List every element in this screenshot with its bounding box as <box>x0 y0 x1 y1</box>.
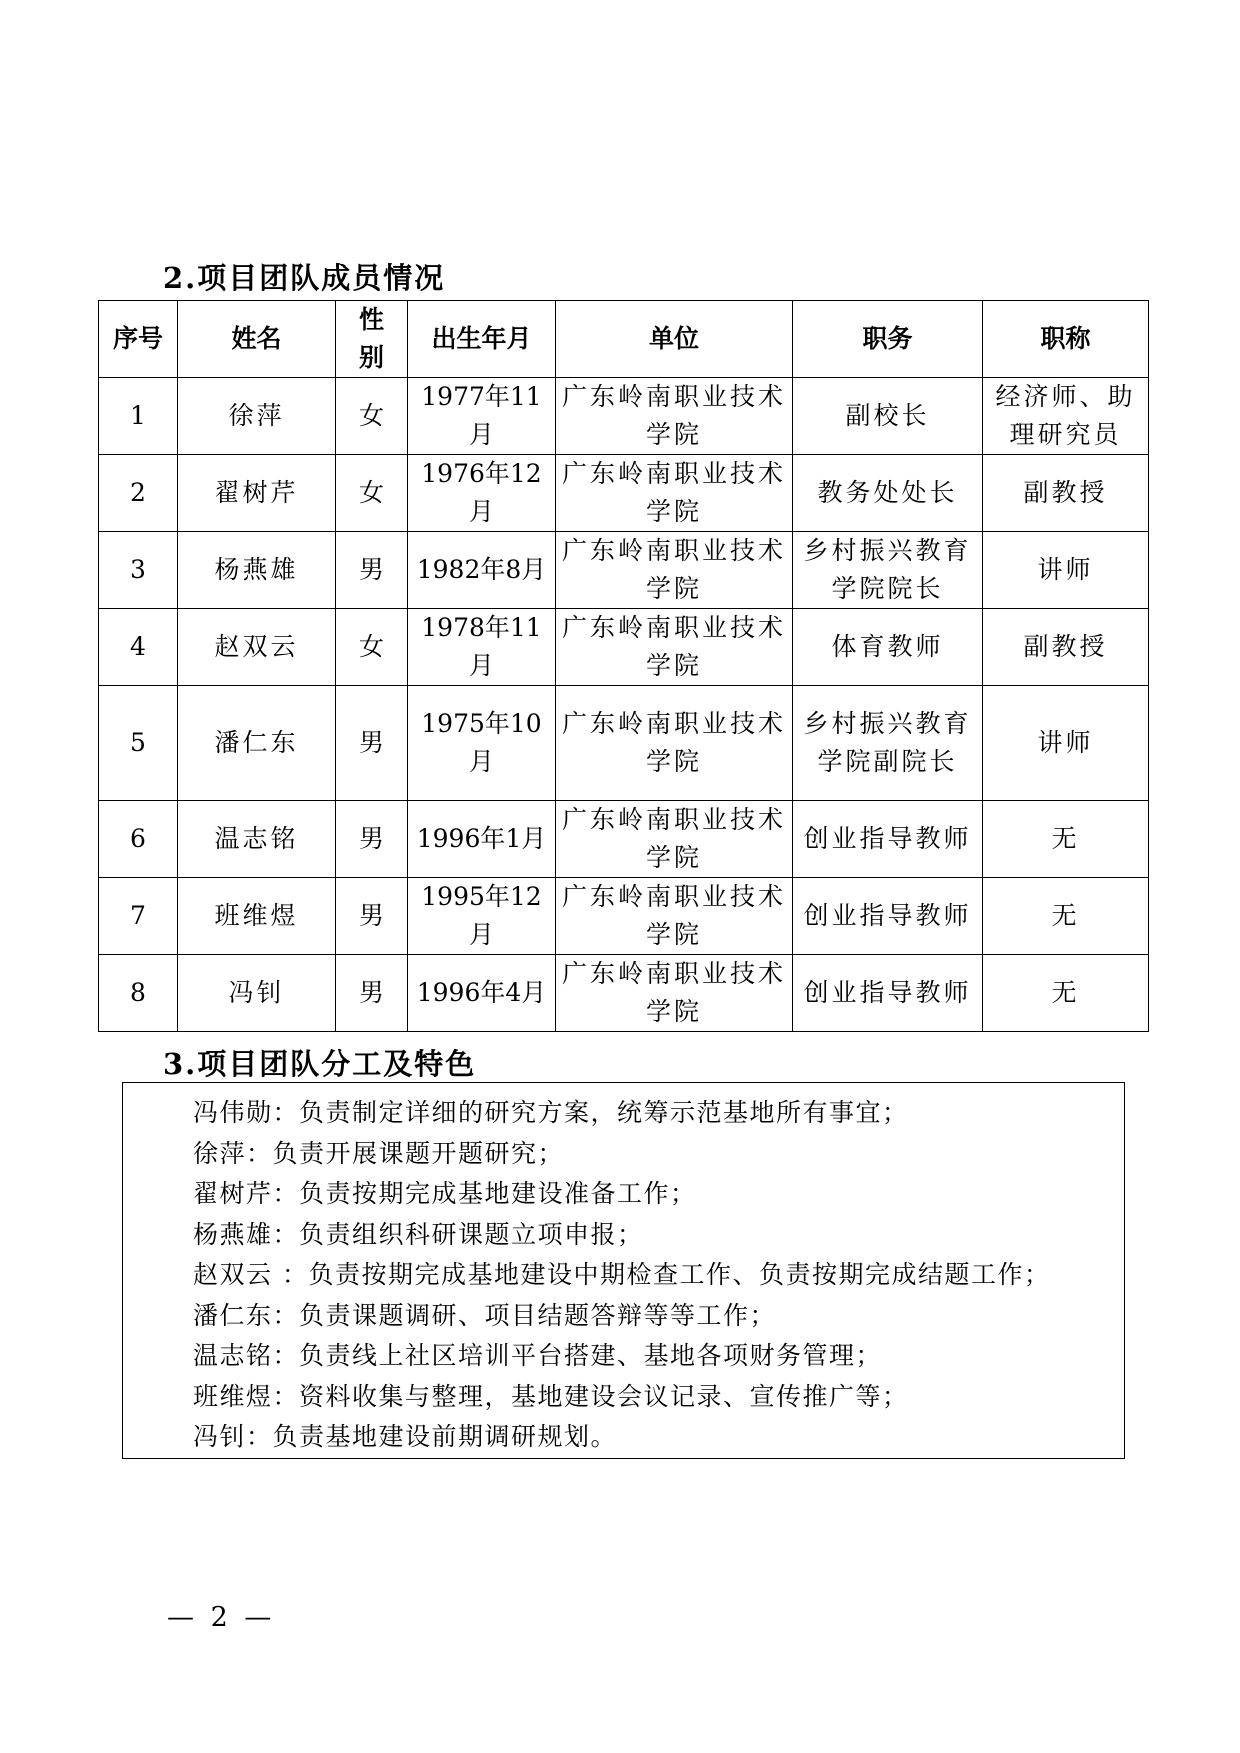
cell-duty: 乡村振兴教育学院院长 <box>793 532 983 609</box>
cell-birth: 1976年12月 <box>408 455 556 532</box>
header-sex-line2: 别 <box>358 343 384 372</box>
cell-title: 副教授 <box>983 609 1149 686</box>
cell-seq: 5 <box>99 686 178 801</box>
header-duty: 职务 <box>793 301 983 378</box>
cell-name: 班维煜 <box>178 878 336 955</box>
cell-title: 无 <box>983 955 1149 1032</box>
table-row <box>99 878 1149 955</box>
cell-seq: 4 <box>99 609 178 686</box>
cell-duty: 创业指导教师 <box>793 878 983 955</box>
cell-name: 冯钊 <box>178 955 336 1032</box>
cell-name: 温志铭 <box>178 801 336 878</box>
cell-duty: 副校长 <box>793 378 983 455</box>
page-number: — 2 — <box>167 1602 276 1633</box>
cell-name: 翟树芹 <box>178 455 336 532</box>
cell-birth: 1996年4月 <box>408 955 556 1032</box>
cell-title: 无 <box>983 878 1149 955</box>
header-title: 职称 <box>983 301 1149 378</box>
duty-line: 班维煜：资料收集与整理，基地建设会议记录、宣传推广等； <box>193 1381 909 1411</box>
cell-birth: 1978年11月 <box>408 609 556 686</box>
cell-sex: 男 <box>336 532 408 609</box>
header-unit: 单位 <box>556 301 793 378</box>
header-birth: 出生年月 <box>408 301 556 378</box>
cell-seq: 1 <box>99 378 178 455</box>
section-2-title: 2.项目团队成员情况 <box>163 261 446 295</box>
table-header-row <box>99 301 1149 378</box>
header-name: 姓名 <box>178 301 336 378</box>
team-members-table <box>98 300 1149 1032</box>
cell-unit: 广东岭南职业技术学院 <box>556 878 793 955</box>
header-seq: 序号 <box>99 301 178 378</box>
cell-sex: 男 <box>336 878 408 955</box>
table-row <box>99 801 1149 878</box>
cell-duty: 教务处处长 <box>793 455 983 532</box>
cell-birth: 1977年11月 <box>408 378 556 455</box>
cell-name: 杨燕雄 <box>178 532 336 609</box>
cell-unit: 广东岭南职业技术学院 <box>556 378 793 455</box>
section-3-title: 3.项目团队分工及特色 <box>163 1047 477 1081</box>
table-row <box>99 532 1149 609</box>
duty-line: 冯伟勋：负责制定详细的研究方案，统筹示范基地所有事宜； <box>193 1098 909 1127</box>
cell-duty: 乡村振兴教育学院副院长 <box>793 686 983 801</box>
cell-name: 徐萍 <box>178 378 336 455</box>
header-sex <box>336 301 408 378</box>
cell-name: 赵双云 <box>178 609 336 686</box>
cell-unit: 广东岭南职业技术学院 <box>556 686 793 801</box>
cell-seq: 7 <box>99 878 178 955</box>
cell-title: 无 <box>983 801 1149 878</box>
table-row <box>99 609 1149 686</box>
cell-sex: 男 <box>336 955 408 1032</box>
cell-seq: 8 <box>99 955 178 1032</box>
duty-line: 翟树芹：负责按期完成基地建设准备工作； <box>193 1179 697 1208</box>
cell-title: 经济师、助理研究员 <box>983 378 1149 455</box>
cell-sex: 女 <box>336 455 408 532</box>
cell-duty: 体育教师 <box>793 609 983 686</box>
cell-title: 副教授 <box>983 455 1149 532</box>
table-row <box>99 686 1149 801</box>
cell-birth: 1995年12月 <box>408 878 556 955</box>
cell-duty: 创业指导教师 <box>793 801 983 878</box>
duty-line: 温志铭：负责线上社区培训平台搭建、基地各项财务管理； <box>193 1341 883 1370</box>
duty-line: 潘仁东：负责课题调研、项目结题答辩等等工作； <box>193 1300 777 1330</box>
cell-sex: 男 <box>336 686 408 801</box>
cell-sex: 女 <box>336 378 408 455</box>
cell-title: 讲师 <box>983 532 1149 609</box>
cell-unit: 广东岭南职业技术学院 <box>556 455 793 532</box>
cell-unit: 广东岭南职业技术学院 <box>556 955 793 1032</box>
cell-birth: 1996年1月 <box>408 801 556 878</box>
cell-duty: 创业指导教师 <box>793 955 983 1032</box>
duty-line: 徐萍：负责开展课题开题研究； <box>193 1138 565 1168</box>
cell-birth: 1975年10月 <box>408 686 556 801</box>
duty-line: 赵双云 ：负责按期完成基地建设中期检查工作、负责按期完成结题工作； <box>193 1260 1051 1289</box>
cell-seq: 3 <box>99 532 178 609</box>
cell-birth: 1982年8月 <box>408 532 556 609</box>
cell-unit: 广东岭南职业技术学院 <box>556 532 793 609</box>
cell-name: 潘仁东 <box>178 686 336 801</box>
header-sex-line1: 性 <box>358 305 384 334</box>
table-row <box>99 378 1149 455</box>
duty-line: 杨燕雄：负责组织科研课题立项申报； <box>193 1219 644 1249</box>
cell-seq: 6 <box>99 801 178 878</box>
cell-sex: 女 <box>336 609 408 686</box>
division-of-labor-box <box>122 1082 1125 1459</box>
cell-unit: 广东岭南职业技术学院 <box>556 801 793 878</box>
table-row <box>99 955 1149 1032</box>
cell-seq: 2 <box>99 455 178 532</box>
duty-line: 冯钊：负责基地建设前期调研规划。 <box>193 1422 618 1451</box>
cell-title: 讲师 <box>983 686 1149 801</box>
table-row <box>99 455 1149 532</box>
cell-unit: 广东岭南职业技术学院 <box>556 609 793 686</box>
cell-sex: 男 <box>336 801 408 878</box>
